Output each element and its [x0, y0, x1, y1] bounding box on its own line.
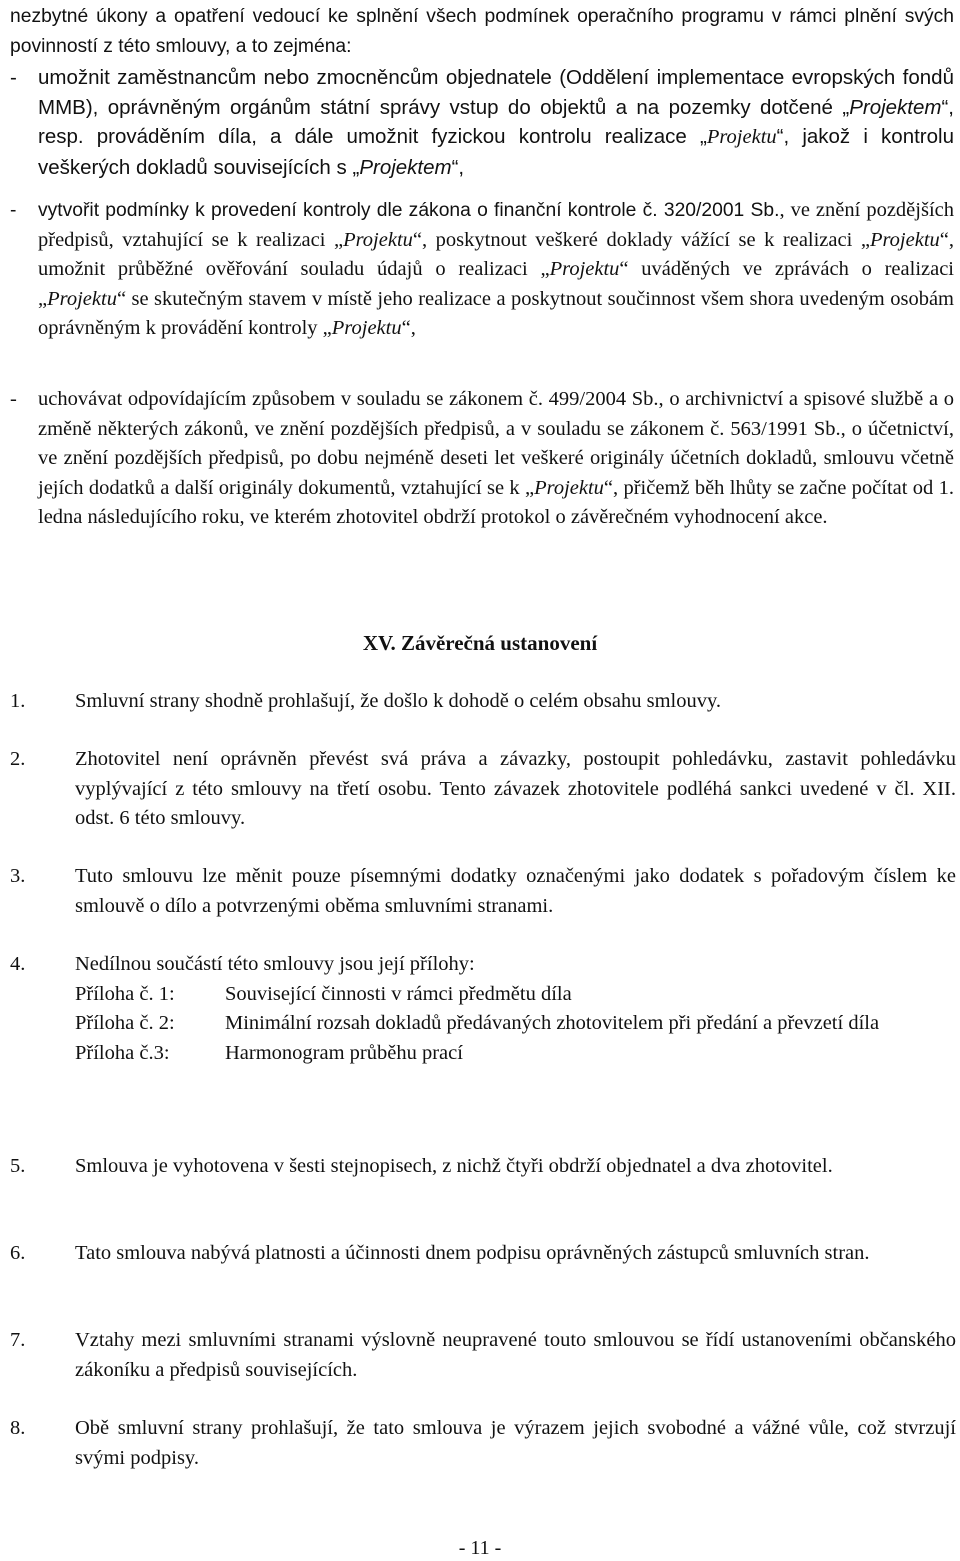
annex-label: Příloha č. 1: [75, 982, 175, 1005]
item-text: Zhotovitel není oprávněn převést svá práva a závazky, postoupit pohledávku, zastavit pohledávku vyplývající z této smlouvy na třetí osobu. Tento závazek zhotovitele podléhá sankci uvedené v čl. XII. odst. 6 této smlouvy. [75, 748, 956, 829]
bullet-text-italic: Projektem [359, 155, 452, 179]
annex-2 [75, 1009, 956, 1039]
item-text: Obě smluvní strany prohlašují, že tato smlouva je výrazem jejich svobodné a vážné vůle, což stvrzují svými podpisy. [75, 1417, 956, 1469]
item-text: Vztahy mezi smluvními stranami výslovně neupravené touto smlouvou se řídí ustanoveními občanského zákoníku a předpisů souvisejících. [75, 1329, 956, 1381]
annex-3 [75, 1039, 956, 1069]
bullet-list [10, 385, 954, 533]
item-text: Nedílnou součástí této smlouvy jsou její přílohy: [75, 953, 475, 975]
item-text: Tuto smlouvu lze měnit pouze písemnými dodatky označenými jako dodatek s pořadovým číslem ke smlouvě o dílo a potvrzenými oběma smluvními stranami. [75, 865, 956, 917]
bullet-text: umožnit zaměstnancům nebo zmocněncům objednatele (Oddělení implementace evropských fondů MMB), oprávněným orgánům státní správy vstup do objektů a na pozemky dotčené „ [38, 66, 954, 119]
bullet-text-italic: Projektu [331, 317, 402, 339]
item-number: 6. [10, 1242, 26, 1264]
bullet-text: “ uváděných ve zprávách o realizaci „ [38, 258, 955, 310]
item-number: 5. [10, 1155, 26, 1177]
intro-paragraph: nezbytné úkony a opatření vedoucí ke splnění všech podmínek operačního programu v rámci plnění svých povinností z této smlouvy, a to zejména: [10, 6, 954, 57]
item-number: 1. [10, 690, 26, 712]
annex-text: Harmonogram průběhu prací [225, 1041, 463, 1064]
bullet-text: vytvořit podmínky k provedení kontroly dle zákona o finanční kontrole č. 320/2001 Sb. [38, 200, 780, 221]
item-number: 3. [10, 865, 26, 887]
item-number: 7. [10, 1329, 26, 1351]
bullet-text: , ve znění pozdějších předpisů, vztahující se k realizaci „ [38, 199, 954, 251]
bullet-text-italic: Projektem [849, 95, 942, 119]
annex-text: Související činnosti v rámci předmětu díla [225, 982, 572, 1005]
item-number: 2. [10, 748, 26, 770]
annex-label: Příloha č.3: [75, 1041, 170, 1064]
bullet-text: “, přičemž běh lhůty se začne počítat od 1. ledna následujícího roku, ve kterém zhotovitel obdrží protokol o závěrečném vyhodnocení akce. [38, 476, 954, 528]
bullet-text-italic: Projektu [47, 287, 117, 310]
bullet-text-italic: Projektu [869, 228, 940, 251]
bullet-item-archive [10, 385, 954, 533]
bullet-text: “, [451, 155, 465, 179]
section-heading: XV. Závěrečná ustanovení [362, 631, 598, 655]
bullet-text: “, jakož i kontrolu veškerých dokladů souvisejících s „ [38, 125, 954, 179]
annex-label: Příloha č. 2: [75, 1012, 175, 1034]
item-text: Tato smlouva nabývá platnosti a účinnosti dnem podpisu oprávněných zástupců smluvních stran. [75, 1242, 870, 1264]
bullet-list [10, 63, 954, 182]
bullet-dash: - [10, 388, 17, 410]
bullet-item-access [10, 63, 954, 182]
bullet-text: “, [401, 317, 416, 339]
annex-text: Minimální rozsah dokladů předávaných zhotovitelem při předání a převzetí díla [225, 1012, 880, 1034]
bullet-text-italic: Projektu [534, 476, 604, 499]
bullet-text-italic: Projektu [706, 126, 777, 148]
item-number: 4. [10, 953, 26, 975]
bullet-dash: - [10, 200, 17, 221]
bullet-text-italic: Projektu [343, 228, 413, 251]
page-number: - 11 - [458, 1537, 502, 1559]
bullet-item-control [10, 196, 954, 344]
item-text: Smlouva je vyhotovena v šesti stejnopisech, z nichž čtyři obdrží objednatel a dva zhotovitel. [75, 1155, 833, 1177]
bullet-text: “, poskytnout veškeré doklady vážící se k realizaci „ [412, 228, 870, 251]
item-body [75, 950, 956, 1068]
bullet-text-italic: Projektu [549, 258, 620, 280]
bullet-text: “ se skutečným stavem v místě jeho realizace a poskytnout součinnost všem shora uvedeným osobám oprávněným k provádění kontroly „ [38, 287, 954, 339]
bullet-text: “, resp. prováděním díla, a dále umožnit fyzickou kontrolu realizace „ [38, 95, 954, 148]
item-text: Smluvní strany shodně prohlašují, že došlo k dohodě o celém obsahu smlouvy. [75, 690, 722, 712]
bullet-dash: - [10, 66, 17, 89]
annex-1 [75, 980, 956, 1010]
bullet-list [10, 196, 954, 344]
bullet-text: uchovávat odpovídajícím způsobem v souladu se zákonem č. 499/2004 Sb., o archivnictví a spisové službě a o změně některých zákonů, ve znění pozdějších předpisů, a v souladu se zákonem č. 563/1991 Sb., o účetnictví, ve znění pozdějších předpisů, po dobu nejméně deseti let veškeré originály účetních dokladů, smlouvu včetně jejích dodatků a další originály dokumentů, vztahující se k „ [38, 388, 954, 499]
bullet-text: “, umožnit průběžné ověřování souladu údajů o realizaci „ [38, 228, 954, 280]
item-number: 8. [10, 1417, 26, 1439]
